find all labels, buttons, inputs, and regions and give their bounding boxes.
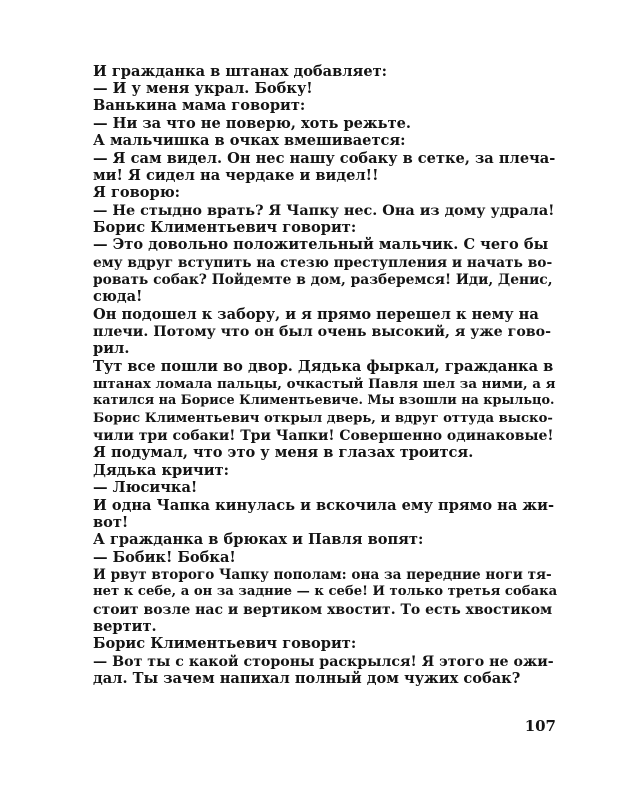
text-line: И гражданка в штанах добавляет: (93, 63, 388, 80)
text-line: — Ни за что не поверю, хоть режьте. (93, 115, 411, 132)
text-line: катился на Борисе Климентьевиче. Мы взошли на крыльцо. (93, 393, 555, 408)
text-line: — И у меня украл. Бобку! (93, 80, 313, 97)
text-line: — Вот ты с какой стороны раскрылся! Я этого не ожи- (93, 654, 554, 670)
text-line: Борис Климентьевич говорит: (93, 635, 357, 652)
text-line: нет к себе, а он за задние — к себе! И только третья собака (93, 584, 557, 599)
text-line: ровать собак? Пойдемте в дом, разберемся! Иди, Денис, (93, 272, 553, 288)
text-line: Борис Климентьевич открыл дверь, и вдруг оттуда выско- (93, 411, 553, 426)
text-line: Я говорю: (93, 184, 181, 201)
text-line: ему вдруг вступить на стезю преступления и начать во- (93, 255, 553, 271)
text-line: Тут все пошли во двор. Дядька фыркал, гражданка в (93, 358, 554, 375)
text-line: штанах ломала пальцы, очкастый Павля шел за ними, а я (93, 376, 556, 392)
text-line: Я подумал, что это у меня в глазах троится. (93, 444, 474, 461)
text-line: — Это довольно положительный мальчик. С чего бы (93, 236, 549, 253)
text-line: плечи. Потому что он был очень высокий, я уже гово- (93, 324, 551, 340)
text-line: Он подошел к забору, и я прямо перешел к нему на (93, 306, 539, 323)
text-line: сюда! (93, 288, 143, 305)
text-line: вертит. (93, 618, 157, 635)
text-line: — Я сам видел. Он нес нашу собаку в сетке, за плеча- (93, 150, 556, 167)
text-line: Борис Климентьевич говорит: (93, 219, 357, 236)
text-line: чили три собаки! Три Чапки! Совершенно одинаковые! (93, 428, 554, 444)
text-line: ми! Я сидел на чердаке и видел!! (93, 167, 379, 184)
text-line: рил. (93, 340, 130, 357)
text-line: вот! (93, 514, 129, 531)
text-line: А гражданка в брюках и Павля вопят: (93, 531, 424, 548)
text-line: Дядька кричит: (93, 462, 229, 479)
text-line: — Бобик! Бобка! (93, 549, 236, 566)
text-line: А мальчишка в очках вмешивается: (93, 132, 406, 149)
text-line: стоит возле нас и вертиком хвостит. То есть хвостиком (93, 602, 553, 618)
text-line: — Люсичка! (93, 479, 198, 496)
text-line: — Не стыдно врать? Я Чапку нес. Она из дому удрала! (93, 202, 555, 219)
text-line: И одна Чапка кинулась и вскочила ему прямо на жи- (93, 497, 555, 514)
text-line: дал. Ты зачем напихал полный дом чужих собак? (93, 670, 521, 687)
page-number: 107 (524, 717, 556, 735)
text-line: Ванькина мама говорит: (93, 97, 306, 114)
text-line: И рвут второго Чапку пополам: она за передние ноги тя- (93, 567, 552, 583)
